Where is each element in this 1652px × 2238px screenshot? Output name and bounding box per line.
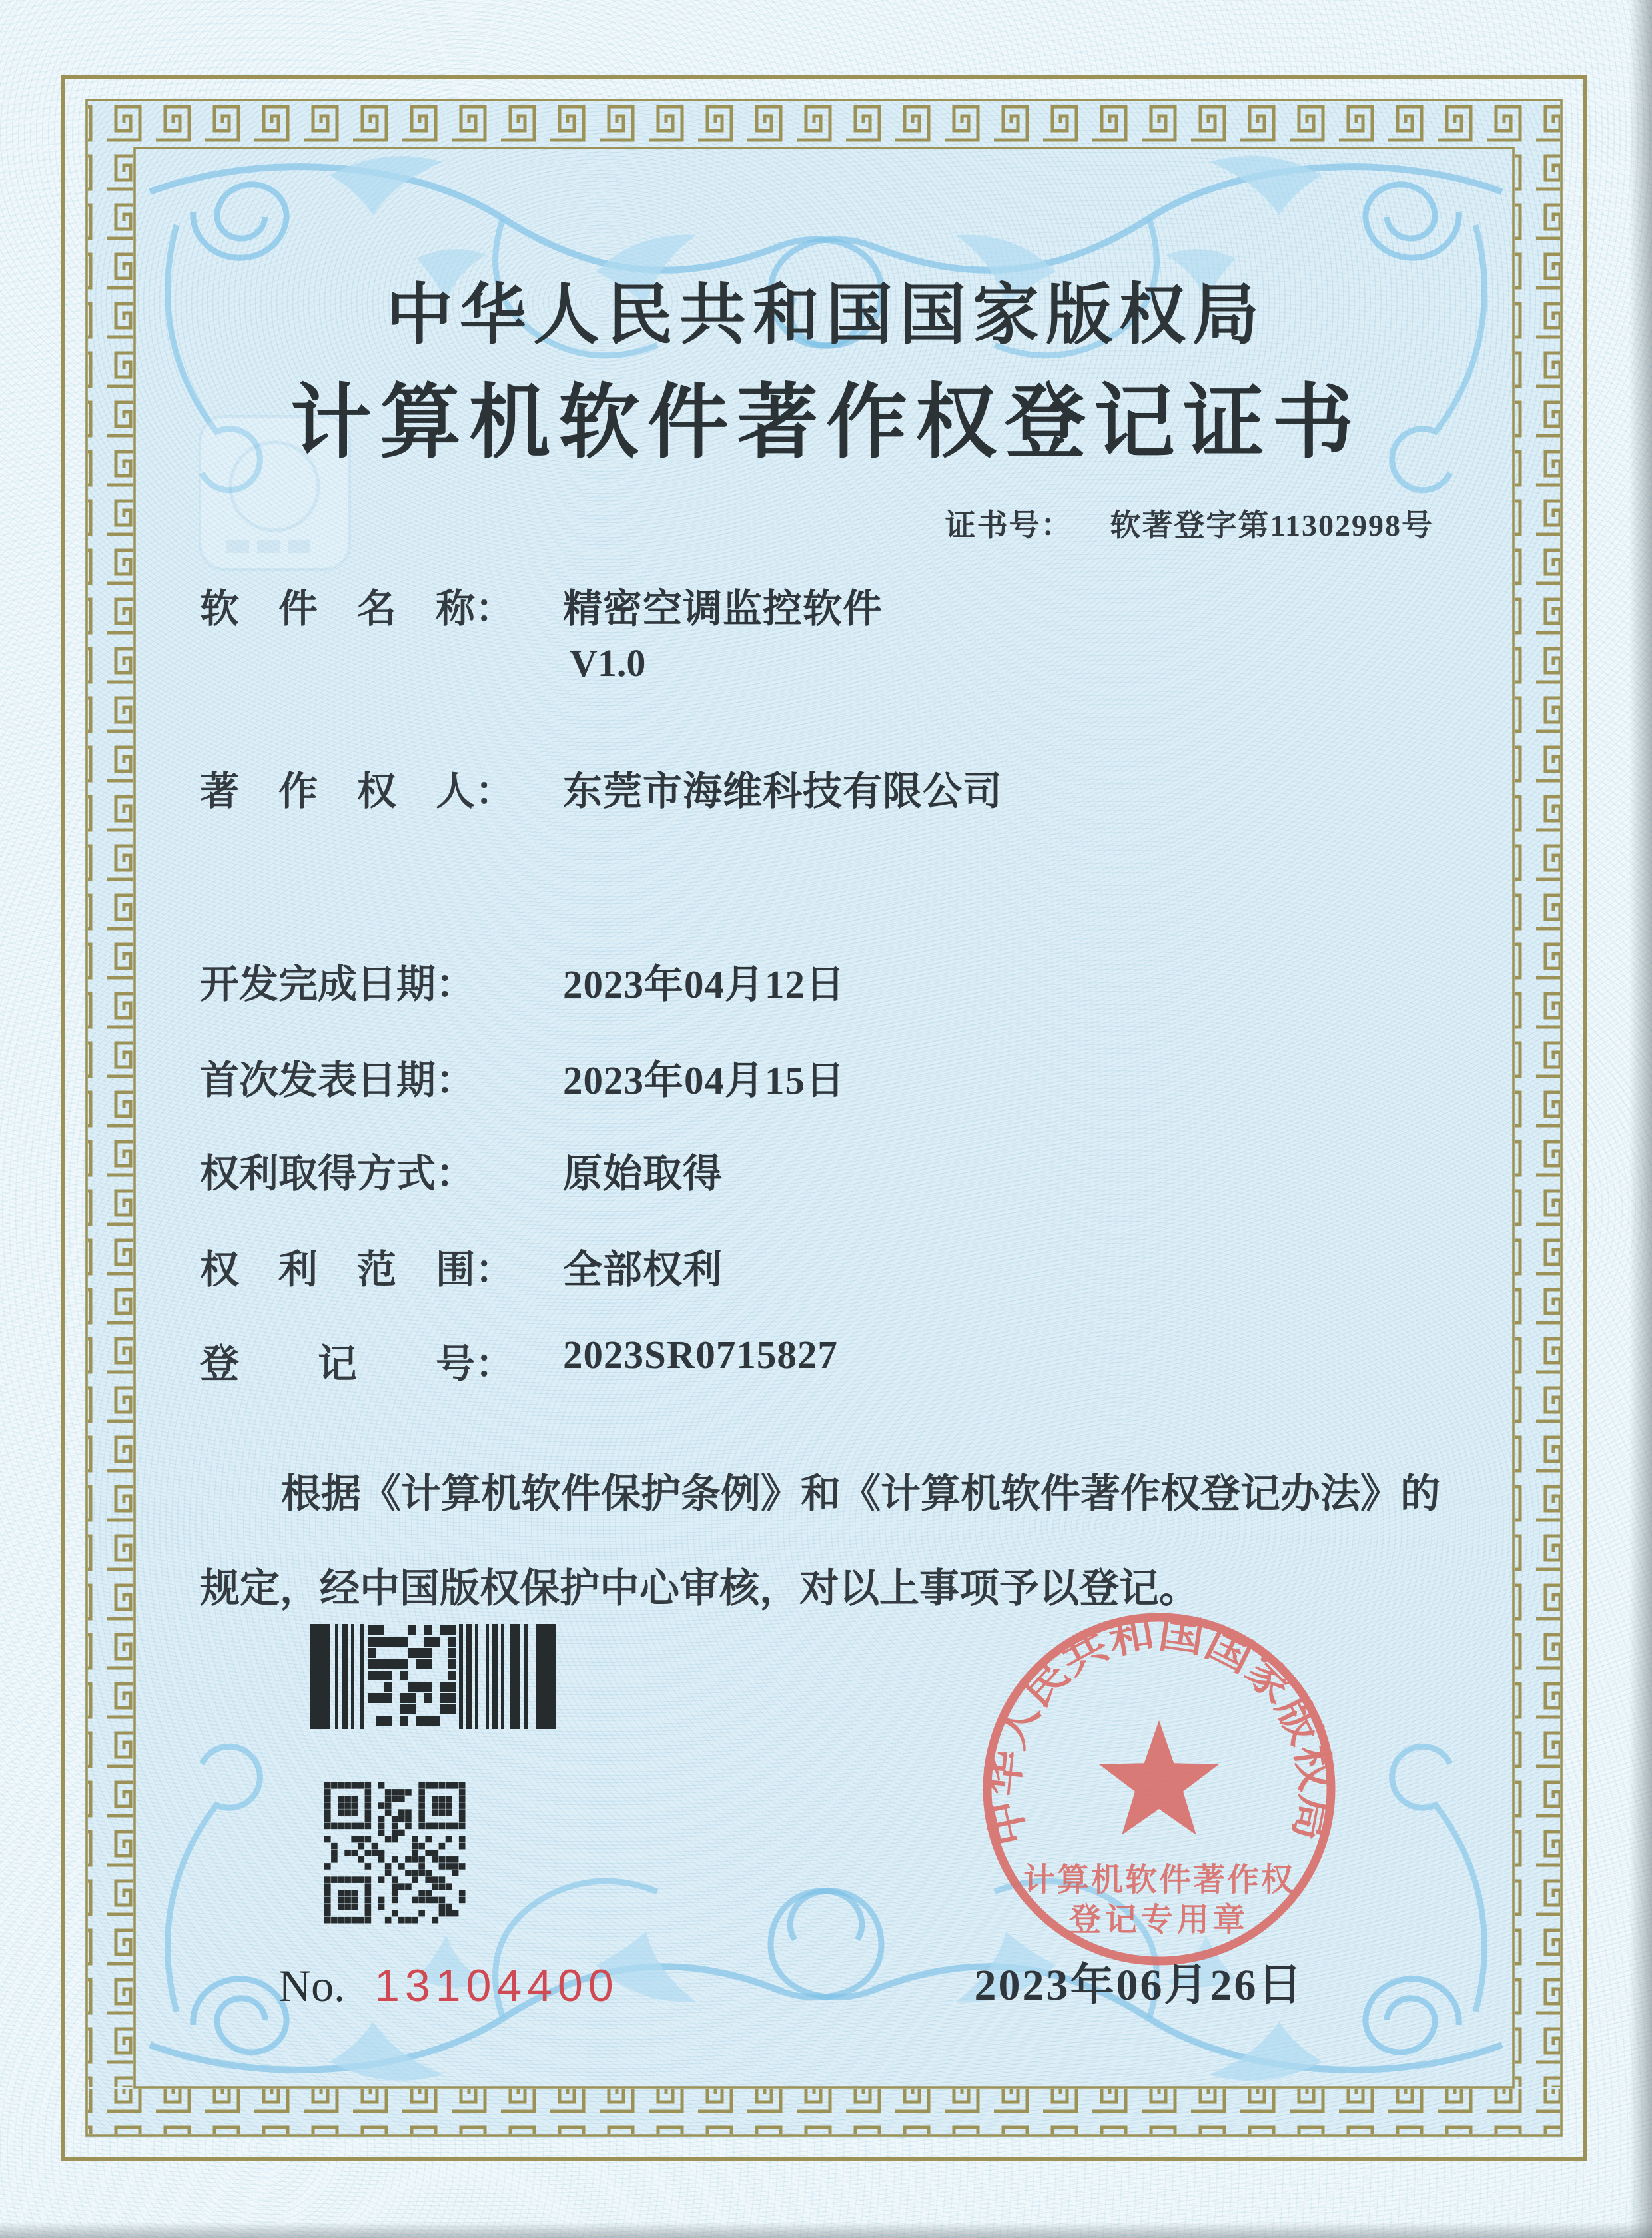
field-value: 2023年04月15日	[563, 1058, 846, 1102]
serial-number-line	[278, 1960, 619, 2012]
software-version: V1.0	[570, 641, 646, 685]
scan-edge-shadow-right	[1629, 0, 1652, 2238]
field-label: 软 件 名 称：	[200, 587, 515, 631]
qr-code	[324, 1782, 466, 1924]
field-row-copyright-owner	[200, 759, 1519, 816]
seal-star-icon	[1099, 1720, 1220, 1835]
certificate-number-value: 软著登字第11302998号	[1110, 508, 1434, 542]
field-label: 登 记 号：	[200, 1342, 515, 1386]
field-row-rights-scope	[200, 1238, 1519, 1294]
certificate-number-label: 证书号：	[945, 508, 1073, 542]
field-label: 首次发表日期：	[200, 1058, 476, 1102]
certificate-title: 计算机软件著作权登记证书	[290, 378, 1362, 468]
field-row-first-publish-date	[200, 1048, 1519, 1105]
floral-ornament-bottom-left	[150, 1746, 881, 2081]
seal-ring-text: 中华人民共和国国家版权局	[980, 1610, 1338, 1850]
field-value: 精密空调监控软件	[563, 587, 883, 631]
field-label: 著 作 权 人：	[200, 769, 515, 813]
field-row-dev-complete-date	[200, 952, 1519, 1009]
field-value: 全部权利	[563, 1248, 723, 1292]
barcode	[310, 1624, 556, 1729]
authority-title: 中华人民共和国国家版权局	[386, 278, 1266, 352]
field-label: 权 利 范 围：	[200, 1248, 515, 1292]
field-row-registration-number	[200, 1332, 1519, 1389]
field-value: 2023年04月12日	[563, 962, 846, 1006]
certificate-number-line	[0, 501, 1434, 545]
field-label: 开发完成日期：	[200, 962, 476, 1006]
statement-line-2: 规定，经中国版权保护中心审核，对以上事项予以登记。	[200, 1567, 1199, 1611]
field-value: 原始取得	[563, 1152, 723, 1196]
issue-date: 2023年06月26日	[974, 1961, 1304, 2010]
field-value: 2023SR0715827	[563, 1333, 838, 1377]
scan-edge-shadow-bottom	[0, 2222, 1652, 2238]
field-row-rights-acquisition	[200, 1142, 1519, 1198]
statement-line-1: 根据《计算机软件保护条例》和《计算机软件著作权登记办法》的	[281, 1472, 1440, 1516]
field-value: 东莞市海维科技有限公司	[563, 769, 1003, 813]
seal-line2: 登记专用章	[1068, 1902, 1250, 1938]
serial-no-value: 13104400	[374, 1960, 619, 2011]
field-label: 权利取得方式：	[200, 1152, 476, 1196]
field-row-software-name	[200, 577, 1519, 633]
seal-line1: 计算机软件著作权	[1023, 1862, 1296, 1898]
serial-no-label: No.	[278, 1960, 346, 2011]
